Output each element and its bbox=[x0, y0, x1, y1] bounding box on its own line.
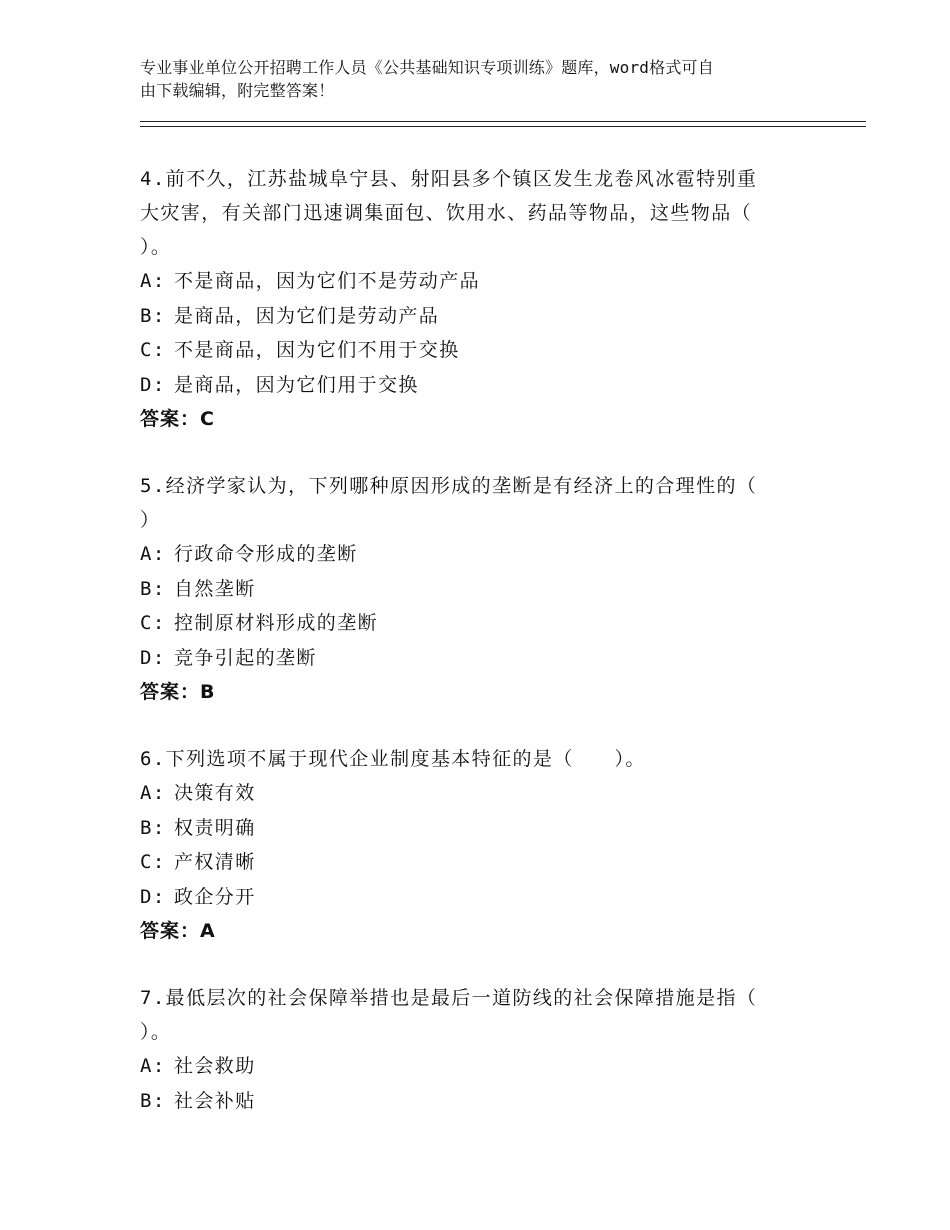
option-key: A: bbox=[140, 1055, 166, 1077]
option-text: 社会救助 bbox=[174, 1055, 256, 1077]
option-key: A: bbox=[140, 543, 166, 565]
option-key: B: bbox=[140, 577, 166, 600]
option-b bbox=[140, 1084, 820, 1119]
option-text: 产权清晰 bbox=[174, 851, 256, 873]
option-key: C: bbox=[140, 851, 166, 873]
option-key: B: bbox=[140, 1089, 166, 1112]
option-text: 控制原材料形成的垄断 bbox=[174, 612, 379, 634]
question-stem-line: ）。 bbox=[140, 1021, 172, 1043]
option-b bbox=[140, 572, 820, 607]
option-a bbox=[140, 1049, 820, 1084]
option-text: 是商品，因为它们用于交换 bbox=[174, 373, 419, 396]
option-b bbox=[140, 811, 820, 846]
document-header bbox=[140, 56, 810, 102]
option-key: B: bbox=[140, 304, 166, 327]
option-text: 权责明确 bbox=[174, 816, 256, 839]
option-c bbox=[140, 845, 820, 880]
option-key: C: bbox=[140, 612, 166, 634]
option-key: D: bbox=[140, 646, 166, 669]
option-text: 自然垄断 bbox=[174, 577, 256, 600]
option-key: D: bbox=[140, 885, 166, 908]
option-key: B: bbox=[140, 816, 166, 839]
option-key: C: bbox=[140, 339, 166, 361]
question-7 bbox=[140, 981, 820, 1118]
option-text: 竞争引起的垄断 bbox=[174, 646, 317, 669]
question-stem-line: 5.经济学家认为，下列哪种原因形成的垄断是有经济上的合理性的（ bbox=[140, 475, 758, 497]
header-divider bbox=[140, 121, 866, 127]
answer-label: 答案：A bbox=[140, 920, 216, 942]
option-text: 行政命令形成的垄断 bbox=[174, 543, 358, 565]
option-key: A: bbox=[140, 782, 166, 804]
question-6 bbox=[140, 742, 820, 949]
option-d bbox=[140, 880, 820, 915]
option-c bbox=[140, 333, 820, 368]
header-line-2: 由下载编辑，附完整答案！ bbox=[140, 81, 335, 100]
option-b bbox=[140, 299, 820, 334]
question-stem-line: 7.最低层次的社会保障举措也是最后一道防线的社会保障措施是指（ bbox=[140, 987, 758, 1009]
option-d bbox=[140, 641, 820, 676]
header-line-1: 专业事业单位公开招聘工作人员《公共基础知识专项训练》题库，word格式可自 bbox=[140, 58, 714, 77]
option-a bbox=[140, 264, 820, 299]
option-text: 是商品，因为它们是劳动产品 bbox=[174, 304, 440, 327]
question-4 bbox=[140, 162, 820, 437]
question-stem-line: ）。 bbox=[140, 236, 172, 258]
option-key: A: bbox=[140, 270, 166, 292]
question-5 bbox=[140, 469, 820, 710]
option-text: 决策有效 bbox=[174, 782, 256, 804]
answer-label: 答案：B bbox=[140, 681, 216, 703]
option-c bbox=[140, 606, 820, 641]
question-stem-line: 4.前不久，江苏盐城阜宁县、射阳县多个镇区发生龙卷风冰雹特别重 bbox=[140, 168, 758, 190]
option-text: 不是商品，因为它们不用于交换 bbox=[174, 339, 460, 361]
option-text: 不是商品，因为它们不是劳动产品 bbox=[174, 270, 481, 292]
option-text: 政企分开 bbox=[174, 885, 256, 908]
question-stem-line: 6.下列选项不属于现代企业制度基本特征的是（ ）。 bbox=[140, 748, 646, 770]
option-a bbox=[140, 537, 820, 572]
question-stem-line: 大灾害，有关部门迅速调集面包、饮用水、药品等物品，这些物品（ bbox=[140, 202, 753, 224]
option-text: 社会补贴 bbox=[174, 1089, 256, 1112]
answer-label: 答案：C bbox=[140, 408, 215, 430]
option-key: D: bbox=[140, 373, 166, 396]
option-a bbox=[140, 776, 820, 811]
question-stem-line: ） bbox=[140, 509, 161, 531]
option-d bbox=[140, 368, 820, 403]
